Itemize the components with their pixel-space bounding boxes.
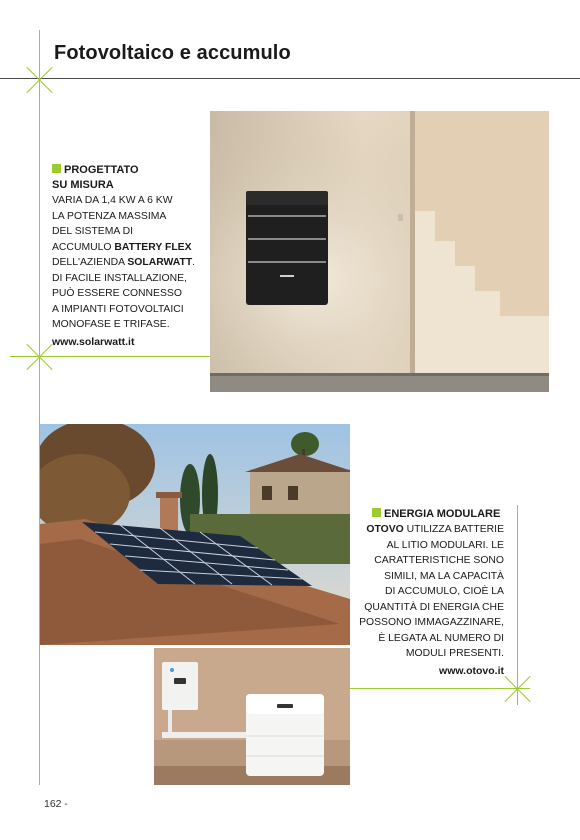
block2-line: SIMILI, MA LA CAPACITÀ [384, 570, 504, 582]
block2-heading: ENERGIA MODULARE [346, 507, 504, 522]
block2-line: POSSONO IMMAGAZZINARE, [359, 617, 504, 628]
block1-heading: PROGETTATO [52, 163, 212, 178]
cross-mark-right [503, 674, 533, 704]
block2-line: CARATTERISTICHE SONO [374, 555, 504, 566]
text-block-solarwatt [52, 163, 212, 350]
block1-line: PUÒ ESSERE CONNESSO [52, 288, 182, 299]
cross-mark-middle [25, 342, 55, 372]
block2-line: QUANTITÀ DI ENERGIA CHE [364, 601, 504, 613]
page-title: Fotovoltaico e accumulo [54, 42, 291, 64]
photo-battery-flex [210, 111, 549, 392]
block1-line: DEL SISTEMA DI [52, 226, 134, 237]
green-square-icon [372, 508, 381, 517]
block2-line: DI ACCUMULO, CIOÈ LA [385, 586, 504, 597]
title-rule [0, 78, 580, 79]
block1-line: LA POTENZA MASSIMA [52, 210, 167, 222]
cross-mark-top [25, 65, 55, 95]
block1-line: A IMPIANTI FOTOVOLTAICI [52, 303, 184, 315]
block1-heading-2: SU MISURA [52, 179, 114, 191]
green-vertical-rule [39, 30, 40, 785]
green-square-icon [52, 164, 61, 173]
block1-line: VARIA DA 1,4 KW A 6 KW [52, 195, 173, 206]
block1-line: MONOFASE E TRIFASE. [52, 319, 170, 330]
photo-otovo-battery [154, 648, 350, 785]
block2-line: È LEGATA AL NUMERO DI [378, 632, 504, 644]
block2-line: OTOVO UTILIZZA BATTERIE [366, 524, 504, 535]
page-number: 162 - [44, 798, 68, 810]
block2-line: MODULI PRESENTI. [405, 648, 504, 659]
solarwatt-link[interactable]: www.solarwatt.it [52, 335, 135, 348]
block2-line: AL LITIO MODULARI. LE [386, 539, 504, 551]
otovo-link[interactable]: www.otovo.it [439, 664, 504, 677]
block1-line: DELL'AZIENDA SOLARWATT. [52, 257, 196, 268]
block1-line: DI FACILE INSTALLAZIONE, [52, 272, 187, 284]
photo-solar-roof [40, 424, 350, 645]
text-block-otovo [346, 507, 504, 679]
block1-line: ACCUMULO BATTERY FLEX [52, 241, 192, 253]
